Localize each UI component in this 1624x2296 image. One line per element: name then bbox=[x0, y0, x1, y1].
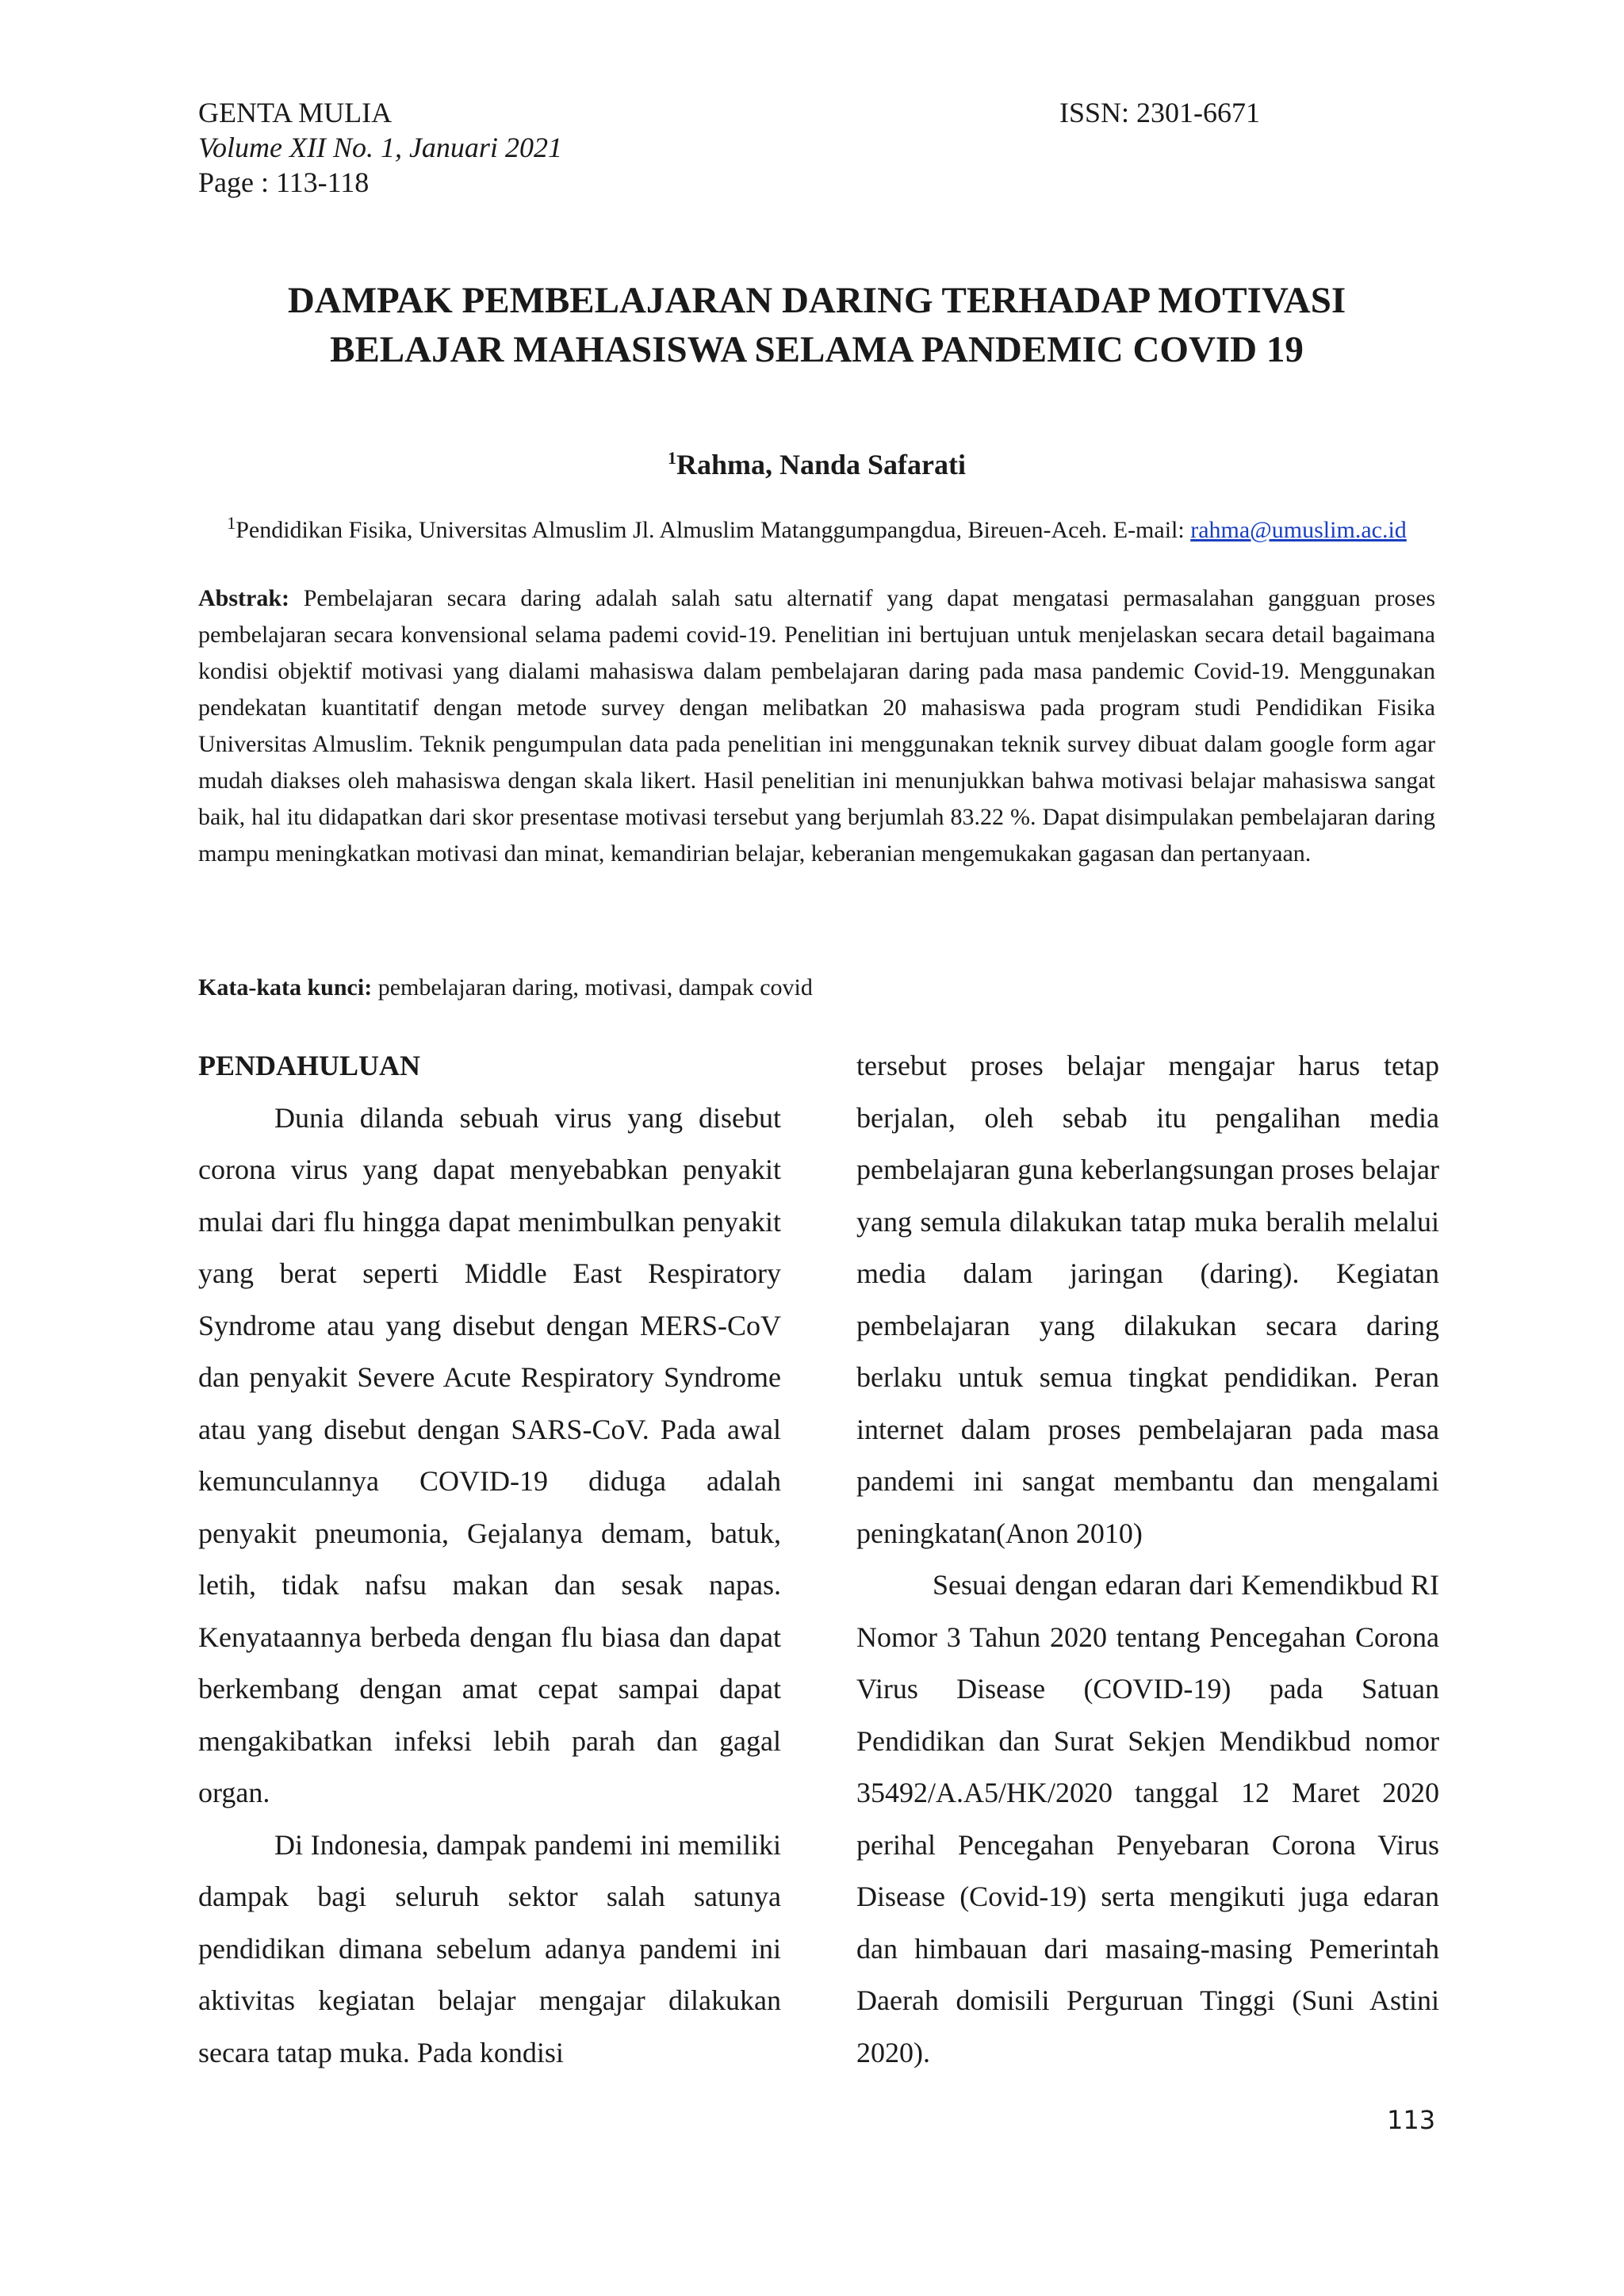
affiliation bbox=[198, 507, 1435, 546]
right-paragraph-1: tersebut proses belajar mengajar harus tetap berjalan, oleh sebab itu pengalihan media pembelajaran guna keberlangsungan proses belajar yang semula dilakukan tatap muka beralih melalui media dalam jaringan (daring). Kegiatan pembelajaran yang dilakukan secara daring berlaku untuk semua tingkat pendidikan. Peran internet dalam proses pembelajaran pada masa pandemi ini sangat membantu dan mengalami peningkatan(Anon 2010) bbox=[856, 1050, 1439, 1549]
title-line-2: BELAJAR MAHASISWA SELAMA PANDEMIC COVID 19 bbox=[330, 329, 1304, 370]
issn: ISSN: 2301-6671 bbox=[1059, 97, 1261, 128]
left-paragraph-1: Dunia dilanda sebuah virus yang disebut corona virus yang dapat menyebabkan penyakit mulai dari flu hingga dapat menimbulkan penyakit yang berat seperti Middle East Respiratory Syndrome atau yang disebut dengan MERS-CoV dan penyakit Severe Acute Respiratory Syndrome atau yang disebut dengan SARS-CoV. Pada awal kemunculannya COVID-19 diduga adalah penyakit pneumonia, Gejalanya demam, batuk, letih, tidak nafsu makan dan sesak napas. Kenyataannya berbeda dengan flu biasa dan dapat berkembang dengan amat cepat sampai dapat mengakibatkan infeksi lebih parah dan gagal organ. bbox=[198, 1101, 781, 1808]
right-column bbox=[856, 1040, 1439, 2079]
abstract-label: Abstrak: bbox=[198, 585, 290, 611]
left-paragraph-2: Di Indonesia, dampak pandemi ini memiliki dampak bagi seluruh sektor salah satunya pendidikan dimana sebelum adanya pandemi ini aktivitas kegiatan belajar mengajar dilakukan secara tatap muka. Pada kondisi bbox=[198, 1828, 781, 2068]
keywords-text: pembelajaran daring, motivasi, dampak covid bbox=[377, 974, 813, 1001]
keywords-label: Kata-kata kunci: bbox=[198, 974, 373, 1001]
journal-name: GENTA MULIA bbox=[198, 97, 393, 128]
keywords bbox=[198, 971, 1435, 1004]
affiliation-superscript: 1 bbox=[227, 513, 236, 533]
author-names: Rahma, Nanda Safarati bbox=[676, 449, 967, 480]
affiliation-text: Pendidikan Fisika, Universitas Almuslim Jl. Almuslim Matanggumpangdua, Bireuen-Aceh. E-mail: bbox=[236, 517, 1191, 543]
title-line-1: DAMPAK PEMBELAJARAN DARING TERHADAP MOTIVASI bbox=[287, 280, 1346, 321]
page-range: Page : 113-118 bbox=[198, 166, 370, 198]
abstract-text: Pembelajaran secara daring adalah salah satu alternatif yang dapat mengatasi permasalahan gangguan proses pembelajaran secara konvensional selama pademi covid-19. Penelitian ini bertujuan untuk menjelaskan secara detail bagaimana kondisi objektif motivasi yang dialami mahasiswa dalam pembelajaran daring pada masa pandemic Covid-19. Menggunakan pendekatan kuantitatif dengan metode survey dengan melibatkan 20 mahasiswa pada program studi Pendidikan Fisika Universitas Almuslim. Teknik pengumpulan data pada penelitian ini menggunakan teknik survey dibuat dalam google form agar mudah diakses oleh mahasiswa dengan skala likert. Hasil penelitian ini menunjukkan bahwa motivasi belajar mahasiswa sangat baik, hal itu didapatkan dari skor presentase motivasi tersebut yang berjumlah 83.22 %. Dapat disimpulakan pembelajaran daring mampu meningkatkan motivasi dan minat, kemandirian belajar, keberanian mengemukakan gagasan dan pertanyaan. bbox=[198, 585, 1435, 867]
email-link[interactable]: rahma@umuslim.ac.id bbox=[1190, 517, 1407, 543]
section-heading: PENDAHULUAN bbox=[198, 1050, 421, 1081]
author-superscript: 1 bbox=[667, 448, 676, 468]
page-number: 113 bbox=[1387, 2105, 1436, 2135]
right-paragraph-2: Sesuai dengan edaran dari Kemendikbud RI Nomor 3 Tahun 2020 tentang Pencegahan Corona Virus Disease (COVID-19) pada Satuan Pendidikan dan Surat Sekjen Mendikbud nomor 35492/A.A5/HK/2020 tanggal 12 Maret 2020 perihal Pencegahan Penyebaran Corona Virus Disease (Covid-19) serta mengikuti juga edaran dan himbauan dari masaing-masing Pemerintah Daerah domisili Perguruan Tinggi (Suni Astini 2020). bbox=[856, 1569, 1439, 2068]
abstract bbox=[198, 580, 1435, 872]
authors bbox=[198, 441, 1435, 482]
paper-title bbox=[198, 276, 1435, 374]
journal-volume: Volume XII No. 1, Januari 2021 bbox=[198, 132, 562, 163]
left-column bbox=[198, 1040, 781, 2079]
